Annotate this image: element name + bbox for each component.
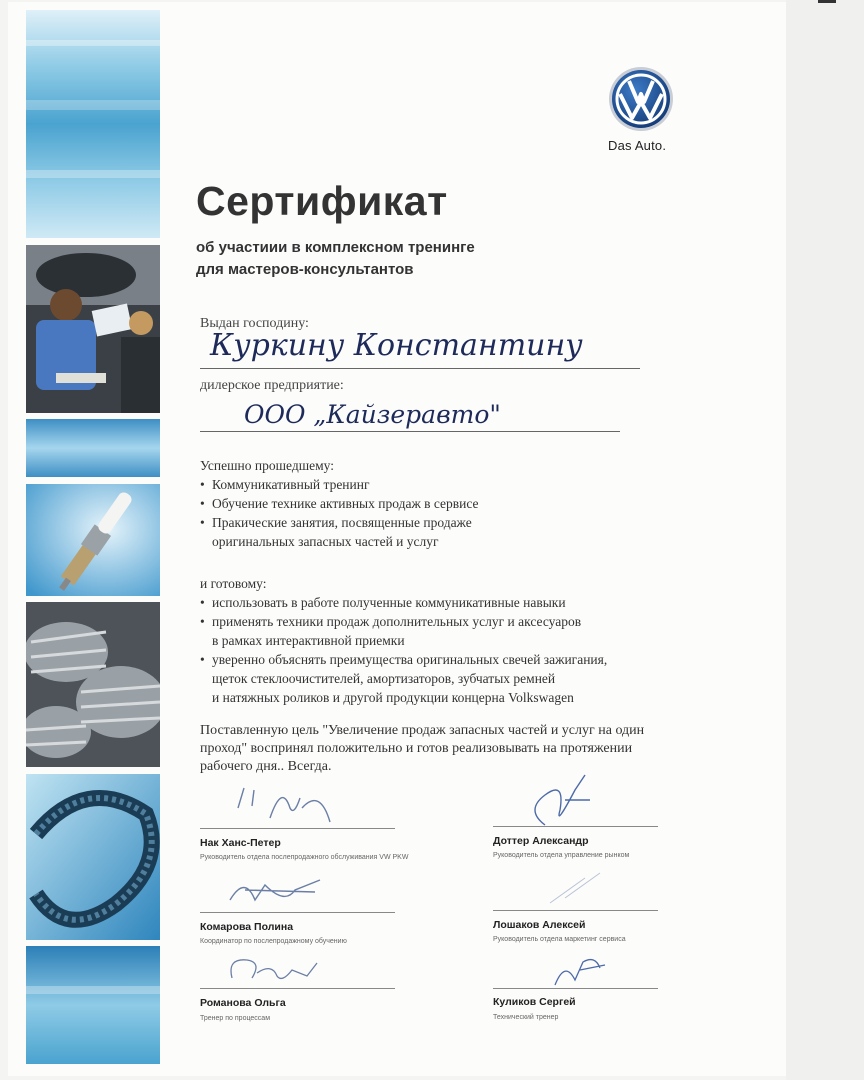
signature-line (493, 910, 658, 911)
signatory-name: Нак Ханс-Петер (200, 837, 281, 849)
blue-gradient-image (26, 10, 160, 238)
signature-line (493, 826, 658, 827)
ready-section (200, 574, 607, 707)
certificate-title: Сертификат (196, 178, 448, 224)
dealer-name-line (200, 431, 620, 432)
dealer-label: дилерское предприятие: (200, 378, 344, 393)
scan-mark (818, 0, 836, 3)
list-item: • Коммуникативный тренинг (200, 477, 370, 492)
signatory-name: Лошаков Алексей (493, 919, 586, 931)
certificate-subtitle (196, 237, 475, 281)
signatory-name: Романова Ольга (200, 997, 286, 1009)
dealer-name-handwritten: ООО „Кайзеравто" (244, 400, 501, 429)
recipient-name-line (200, 368, 640, 369)
list-item-continuation: и натяжных роликов и другой продукции концерна Volkswagen (212, 690, 574, 705)
list-item-continuation: щеток стеклоочистителей, амортизаторов, зубчатых ремней (212, 671, 556, 686)
signature-scrawl (515, 770, 595, 830)
signature-scrawl (225, 870, 335, 915)
subtitle-line-1: об участиии в комплексном тренинге (196, 239, 475, 256)
signature-scrawl (545, 868, 615, 908)
scan-edge (786, 0, 864, 1080)
spark-plug-photo (26, 484, 160, 596)
signatory-name: Комарова Полина (200, 921, 294, 933)
signature-scrawl (222, 948, 332, 988)
vw-logo-icon (608, 66, 674, 132)
blue-gradient-image-bottom (26, 946, 160, 1064)
list-item: • Пракические занятия, посвященные продаже (200, 515, 472, 530)
signature-scrawl (545, 950, 615, 990)
list-item-continuation: оригинальных запасных частей и услуг (212, 534, 439, 549)
list-item: • применять техники продаж дополнительных услуг и аксесуаров (200, 614, 582, 629)
list-item: • уверенно объяснять преимущества оригинальных свечей зажигания, (200, 652, 608, 667)
blue-strip-image (26, 419, 160, 477)
completed-section (200, 456, 479, 551)
mechanic-photo (26, 245, 160, 413)
signatory-role: Руководитель отдела маркетинг сервиса (493, 936, 626, 943)
subtitle-line-2: для мастеров-консультантов (196, 261, 414, 278)
list-item-continuation: в рамках интерактивной приемки (212, 633, 405, 648)
signature-scrawl (230, 778, 350, 828)
gears-photo (26, 602, 160, 767)
signature-line (200, 912, 395, 913)
signatory-role: Технический тренер (493, 1014, 559, 1021)
signatory-role: Руководитель отдела управление рынком (493, 852, 630, 859)
signature-line (493, 988, 658, 989)
goal-paragraph: Поставленную цель "Увеличение продаж запасных частей и услуг на один проход" воспринял положительно и готов реализовывать на протяжении рабочего дня.. Всегда. (200, 723, 645, 774)
list-item: • Обучение технике активных продаж в сервисе (200, 496, 479, 511)
recipient-name-handwritten: Куркину Константину (210, 328, 583, 363)
list-item: • использовать в работе полученные коммуникативные навыки (200, 595, 566, 610)
signature-line (200, 828, 395, 829)
signatory-name: Доттер Александр (493, 835, 589, 847)
signatory-role: Координатор по послепродажному обучению (200, 938, 347, 945)
issued-label: Выдан господину: (200, 316, 309, 331)
timing-belt-photo (26, 774, 160, 940)
completed-heading: Успешно прошедшему: (200, 458, 334, 473)
signatory-role: Руководитель отдела послепродажного обслуживания VW PKW (200, 854, 409, 861)
signatory-role: Тренер по процессам (200, 1015, 270, 1022)
ready-heading: и готовому: (200, 576, 267, 591)
brand-tagline: Das Auto. (608, 138, 667, 153)
signature-line (200, 988, 395, 989)
signatory-name: Куликов Сергей (493, 996, 576, 1008)
